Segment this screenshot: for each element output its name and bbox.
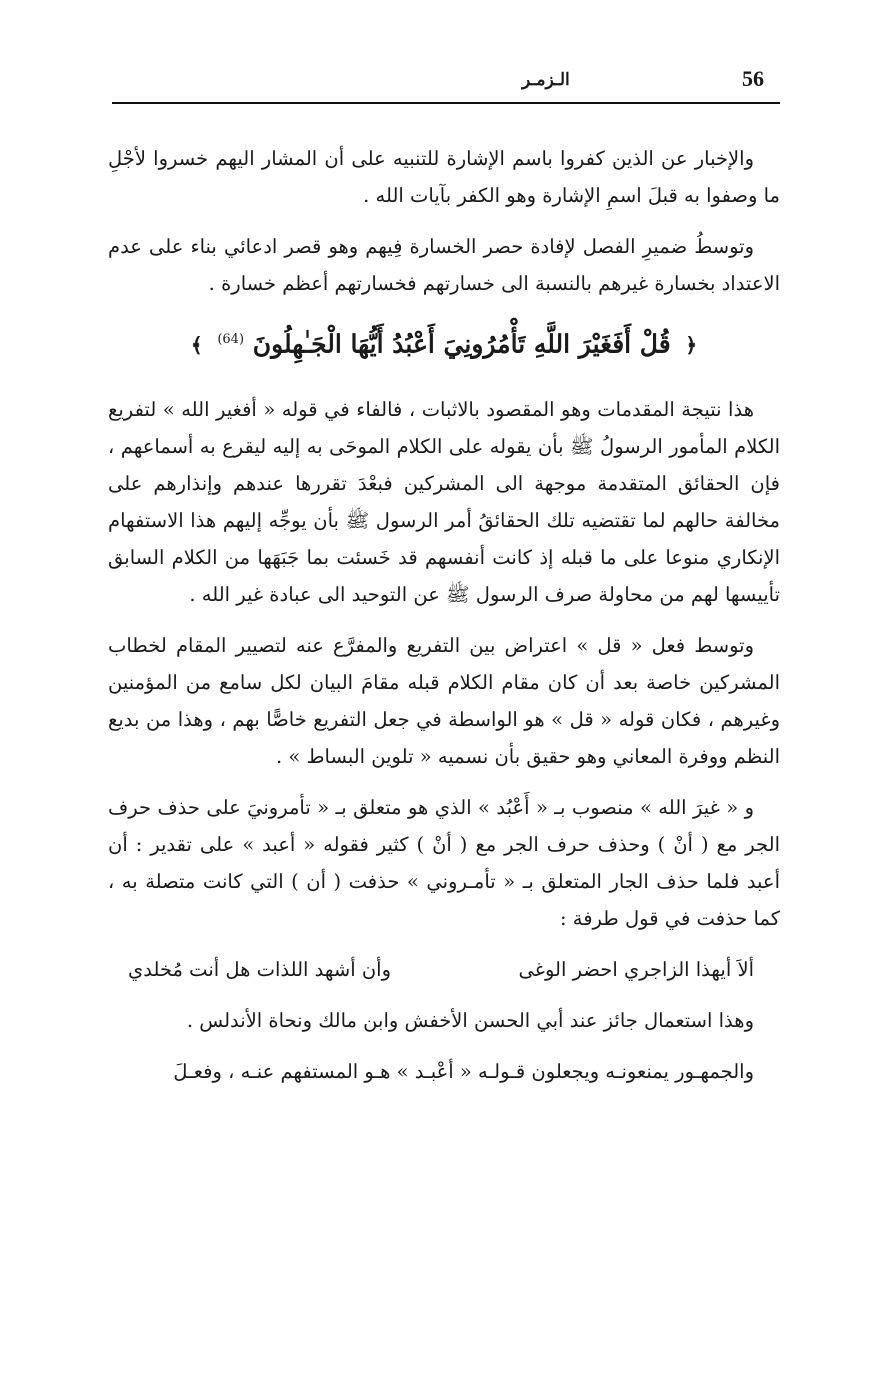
verse-number: (64) bbox=[217, 332, 245, 347]
quran-verse bbox=[108, 318, 780, 367]
paragraph-3: هذا نتيجة المقدمات وهو المقصود بالاثبات ، فالفاء في قوله « أفغير الله » لتفريع الكلام المأمور الرسولُ ﷺ بأن يقوله على الكلام الموحَى به إليه ليقرع به أسماعهم ، فإن الحقائق المتقدمة موجهة الى المشركين فبعْدَ تقررها عندهم وإنذارهم على مخالفة حالهم لما تقتضيه تلك الحقائقُ أمر الرسول ﷺ بأن يوجِّه إليهم هذا الاستفهام الإنكاري منوعا على ما قبله إذ كانت أنفسهم قد خَسئت بما جَبَهَها من الكلام السابق تأييسها لهم من محاولة صرف الرسول ﷺ عن التوحيد الى عبادة غير الله . bbox=[108, 398, 780, 607]
paragraph-7: والجمهـور يمنعونـه ويجعلون قـولـه « أعْبـد » هـو المستفهم عنـه ، وفعـلَ bbox=[173, 1060, 754, 1084]
paragraph-4: وتوسط فعل « قل » اعتراض بين التفريع والمفرَّع عنه لتصيير المقام لخطاب المشركين خاصة بعد أن كان مقام الكلام قبله مقامَ البيان لكل سامع من المؤمنين وغيرهم ، فكان قوله « قل » هو الواسطة في جعل التفريع خاصًّا بهم ، وهذا من بديع النظم ووفرة المعاني وهو حقيق بأن نسميه « تلوين البساط » . bbox=[108, 634, 780, 769]
poem-verse bbox=[108, 951, 780, 988]
paragraph-5: و « غيرَ الله » منصوب بـ « أَعْبُد » الذي هو متعلق بـ « تأمرونيَ على حذف حرف الجر مع ( أنْ ) وحذف حرف الجر مع ( أنْ ) كثير فقوله « أعبد » على تقدير : أن أعبد فلما حذف الجار المتعلق بـ « تأمـروني » حذفت ( أن ) التي كانت متصلة به ، كما حذفت في قول طرفة : bbox=[108, 796, 780, 931]
page-body bbox=[108, 140, 780, 1104]
page-number: 56 bbox=[742, 66, 764, 91]
running-title: الـزمـر bbox=[522, 70, 570, 90]
poem-second-hemistich: وأن أشهد اللذات هل أنت مُخلدي bbox=[128, 958, 391, 982]
paragraph-1: والإخبار عن الذين كفروا باسم الإشارة للتنبيه على أن المشار اليهم خسروا لأجْلِ ما وصفوا به قبلَ اسمِ الإشارة وهو الكفر بآيات الله . bbox=[108, 147, 780, 207]
verse-open-bracket: ﴿ bbox=[685, 333, 698, 358]
verse-close-bracket: ﴾ bbox=[190, 333, 203, 358]
header-rule bbox=[112, 102, 780, 104]
poem-first-hemistich: ألاَ أيهذا الزاجري احضر الوغى bbox=[518, 958, 754, 982]
page-header bbox=[112, 60, 780, 104]
paragraph-2: وتوسطُ ضميرِ الفصل لإفادة حصر الخسارة فِيهم وهو قصر ادعائي بناء على عدم الاعتداد بخسارة غيرهم بالنسبة الى خسارتهم فخسارتهم أعظم خسارة . bbox=[108, 235, 780, 295]
paragraph-6: وهذا استعمال جائز عند أبي الحسن الأخفش وابن مالك ونحاة الأندلس . bbox=[186, 1009, 754, 1033]
verse-text: قُلْ أَفَغَيْرَ اللَّهِ تَأْمُرُونِيَ أَعْبُدُ أَيُّهَا الْجَـٰهِلُونَ bbox=[252, 329, 671, 359]
